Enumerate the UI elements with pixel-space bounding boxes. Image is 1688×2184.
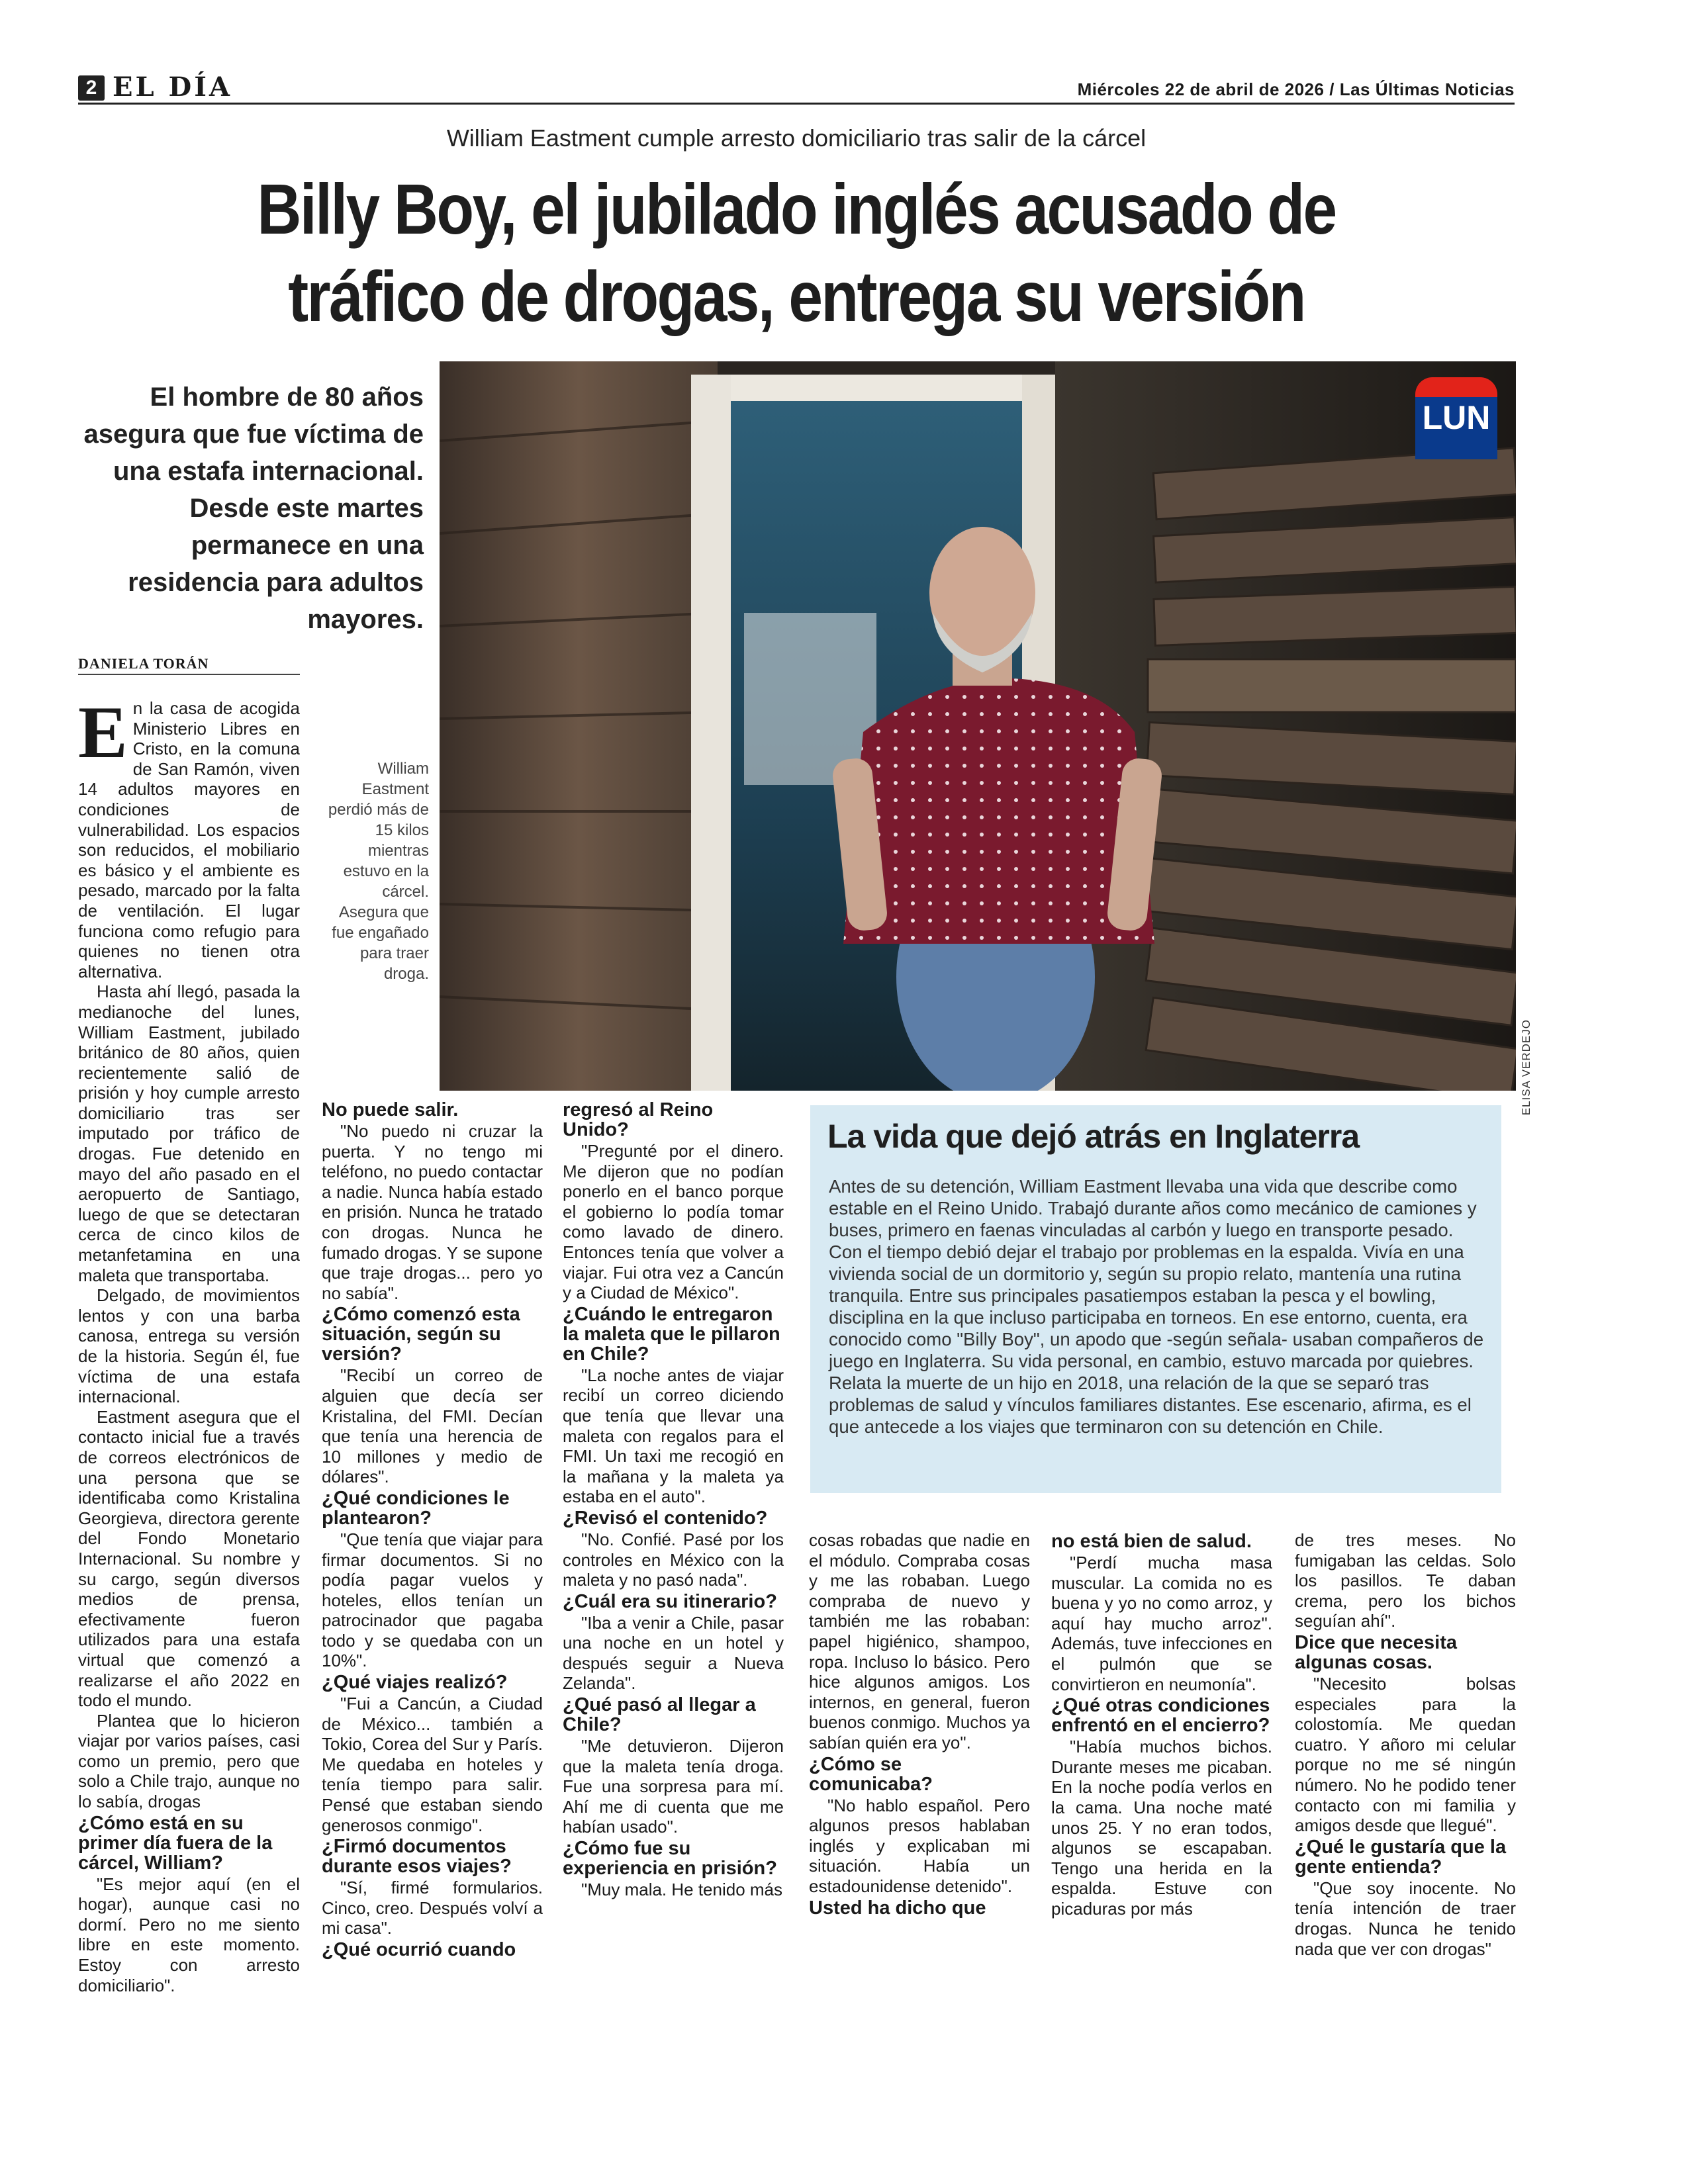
sidebar-text: Antes de su detención, William Eastment llevaba una vida que describe como estable en el Reino Unido. Trabajó durante años como mecánico de camiones y buses, primero en faenas vinculadas al carbón y luego en transporte pesado. Con el tiempo debió dejar el trabajo por problemas en la espalda. Vivía en una vivienda social de un dormitorio y, según su propio relato, mantenía una rutina tranquila. Entre sus principales pasatiempos estaban la pesca y el bowling, disciplina en la que incluso participaba en torneos. En ese entorno, cuenta, era conocido como "Billy Boy", un apodo que -según señala- usaban compañeros de juego en Inglaterra. Su vida personal, en cambio, estuvo marcada por quiebres. Relata la muerte de un hijo en 2018, una relación de la que se separó tras problemas de salud y vínculos familiares distantes. Ese escenario, afirma, es el que antecede a los viajes que terminaron con su detención en Chile. <box>829 1176 1484 1437</box>
paragraph: Eastment asegura que el contacto inicial fue a través de correos electrónicos de una persona que se identificaba como Kristalina Georgieva, directora gerente del Fondo Monetario Internacional. Su nombre y su cargo, según diversos medios de prensa, efectivamente fueron utilizados para una estafa virtual que comenzó a realizarse el año 2022 en todo el mundo. <box>78 1406 300 1711</box>
header-rule <box>78 103 1515 105</box>
question: ¿Qué otras condiciones enfrentó en el encierro? <box>1051 1695 1270 1737</box>
question: Dice que necesita algunas cosas. <box>1295 1631 1457 1673</box>
question: ¿Qué viajes realizó? <box>322 1672 508 1694</box>
answer: de tres meses. No fumigaban las celdas. Solo los pasillos. Te daban crema, pero los bichos seguían ahí". <box>1295 1530 1516 1631</box>
column-6 <box>1295 1530 1516 1959</box>
paragraph: Plantea que lo hicieron viajar por varios países, casi como un premio, pero que solo a Chile trajo, aunque no lo sabía, drogas <box>78 1710 300 1812</box>
answer: "La noche antes de viajar recibí un correo diciendo que tenía que llevar una maleta con regalos para el FMI. Un taxi me recogió en la mañana y la maleta ya estaba en el auto". <box>563 1365 784 1507</box>
answer: "Me detuvieron. Dijeron que la maleta tenía droga. Fue una sorpresa para mí. Ahí me di cuenta que me habían usado". <box>563 1736 784 1837</box>
paragraph: Hasta ahí llegó, pasada la medianoche del lunes, William Eastment, jubilado británico de 80 años, quien recientemente salió de prisión y hoy cumple arresto domiciliario tras ser imputado por tráfico de drogas. Fue detenido en mayo del año pasado en el aeropuerto de Santiago, luego de que se detectaran cerca de cinco kilos de metanfetamina en una maleta que transportaba. <box>78 981 300 1285</box>
date-separator: / <box>1329 79 1335 99</box>
paragraph: En la casa de acogida Ministerio Libres en Cristo, en la comuna de San Ramón, viven 14 adultos mayores en condiciones de vulnerabilidad. Los espacios son reducidos, el mobiliario es básico y el ambiente es pesado, marcado por la falta de ventilación. El lugar funciona como refugio para quienes no tienen otra alternativa. <box>78 692 300 981</box>
answer: "No puedo ni cruzar la puerta. Y no tengo mi teléfono, no puedo contactar a nadie. Nunca había estado en prisión. Nunca he tratado con drogas. Nunca he fumado drogas. Y se supone que traje drogas... pero yo no sabía". <box>322 1121 543 1303</box>
question: Usted ha dicho que <box>809 1897 986 1919</box>
question: ¿Cómo está en su primer día fuera de la cárcel, William? <box>78 1812 273 1874</box>
headline-line-1: Billy Boy, el jubilado inglés acusado de <box>257 169 1336 249</box>
answer: "No hablo español. Pero algunos presos hablaban inglés y explicaban mi situación. Había un estadounidense detenido". <box>809 1795 1030 1896</box>
question: no está bien de salud. <box>1051 1531 1252 1552</box>
headline-line-2: tráfico de drogas, entrega su versión <box>288 256 1305 336</box>
answer: "Iba a venir a Chile, pasar una noche en un hotel y después seguir a Nueva Zelanda". <box>563 1612 784 1694</box>
answer: cosas robadas que nadie en el módulo. Compraba cosas y me las robaban. Luego compraba de nuevo y también me las robaban: papel higiénico, shampoo, ropa. Incluso lo básico. Pero hice algunos amigos. Los internos, en general, fueron buenos conmigo. Muchos ya sabían quién era yo". <box>809 1530 1030 1752</box>
answer: "Recibí un correo de alguien que decía ser Kristalina, del FMI. Decían que tenía una herencia de 10 millones y medio de dólares". <box>322 1365 543 1487</box>
question: No puede salir. <box>322 1099 459 1120</box>
drop-cap: E <box>78 692 128 774</box>
page-number: 2 <box>78 75 105 101</box>
photo-illustration <box>440 361 1516 1091</box>
headline <box>179 165 1414 340</box>
question: ¿Cómo se comunicaba? <box>809 1753 933 1795</box>
main-photo <box>440 361 1516 1091</box>
photo-caption: William Eastment perdió más de 15 kilos mientras estuvo en la cárcel. Asegura que fue engañado para traer droga. <box>328 760 429 983</box>
answer: "Había muchos bichos. Durante meses me picaban. En la noche podía verlos en la cama. Una noche maté unos 25. Y no eran todos, algunos se escapaban. Tengo una herida en la espalda. Estuve con picaduras por más <box>1051 1737 1272 1919</box>
question: regresó al Reino Unido? <box>563 1099 714 1140</box>
dateline <box>1078 79 1515 100</box>
column-5 <box>1051 1530 1272 1919</box>
photo-credit: ELISA VERDEJO <box>1520 1019 1532 1116</box>
question: ¿Qué condiciones le plantearon? <box>322 1487 510 1529</box>
question: ¿Cuándo le entregaron la maleta que le pillaron en Chile? <box>563 1303 780 1365</box>
lun-logo <box>1415 377 1497 459</box>
column-3 <box>563 1099 784 1900</box>
question: ¿Cómo comenzó esta situación, según su versión? <box>322 1304 520 1365</box>
paragraph: Delgado, de movimientos lentos y con una barba canosa, entrega su versión de la historia. Según él, fue víctima de una estafa internacional. <box>78 1285 300 1407</box>
answer: "Fui a Cancún, a Ciudad de México... también a Tokio, Corea del Sur y París. Me quedaba en hoteles y tenía tiempo para salir. Pensé que estaban siendo generosos conmigo". <box>322 1694 543 1835</box>
column-2 <box>322 1099 543 1961</box>
answer: "Pregunté por el dinero. Me dijeron que no podían ponerlo en el banco porque el gobierno lo podía tomar como lavado de dinero. Entonces tenía que volver a viajar. Fui otra vez a Cancún y a Ciudad de México". <box>563 1141 784 1303</box>
question: ¿Qué ocurrió cuando <box>322 1939 516 1960</box>
byline: DANIELA TORÁN <box>78 655 209 672</box>
column-4 <box>809 1530 1030 1919</box>
byline-rule <box>78 674 300 675</box>
section-name: EL DÍA <box>113 71 232 103</box>
lun-logo-text: LUN <box>1422 399 1491 436</box>
dek: El hombre de 80 años asegura que fue víctima de una estafa internacional. Desde este martes permanece en una residencia para adultos mayores. <box>83 383 424 634</box>
question: ¿Cómo fue su experiencia en prisión? <box>563 1838 777 1880</box>
question: ¿Firmó documentos durante esos viajes? <box>322 1836 512 1878</box>
answer: "Perdí mucha masa muscular. La comida no es buena y yo no como arroz, y aquí hay mucho arroz". Además, tuve infecciones en el pulmón que se convirtieron en neumonía". <box>1051 1553 1272 1694</box>
question: ¿Qué le gustaría que la gente entienda? <box>1295 1836 1507 1878</box>
kicker: William Eastment cumple arresto domiciliario tras salir de la cárcel <box>446 124 1147 152</box>
answer: "Que tenía que viajar para firmar documentos. Si no podía pagar vuelos y hoteles, ellos tenían un patrocinador que pagaba todo y se quedaba con un 10%". <box>322 1529 543 1671</box>
sidebar-title: La vida que dejó atrás en Inglaterra <box>827 1118 1360 1155</box>
newspaper-name: Las Últimas Noticias <box>1339 79 1515 99</box>
answer: "No. Confié. Pasé por los controles en México con la maleta y no pasó nada". <box>563 1529 784 1590</box>
answer: "Necesito bolsas especiales para la colostomía. Me quedan cuatro. Y añoro mi celular porque no me sé ningún número. No he podido tener contacto con mi familia y amigos desde que llegué". <box>1295 1673 1516 1836</box>
issue-date: Miércoles 22 de abril de 2026 <box>1077 79 1325 99</box>
answer: "Muy mala. He tenido más <box>581 1880 783 1900</box>
question: ¿Revisó el contenido? <box>563 1507 768 1529</box>
question: ¿Qué pasó al llegar a Chile? <box>563 1694 756 1736</box>
answer: "Es mejor aquí (en el hogar), aunque casi no dormí. Pero no me siento libre en este momento. Estoy con arresto domiciliario". <box>78 1874 300 1995</box>
column-1 <box>78 692 300 1995</box>
question: ¿Cuál era su itinerario? <box>563 1590 777 1612</box>
answer: "Que soy inocente. No tenía intención de traer drogas. Nunca he tenido nada que ver con drogas" <box>1295 1878 1516 1959</box>
answer: "Sí, firmé formularios. Cinco, creo. Después volví a mi casa". <box>322 1878 543 1938</box>
